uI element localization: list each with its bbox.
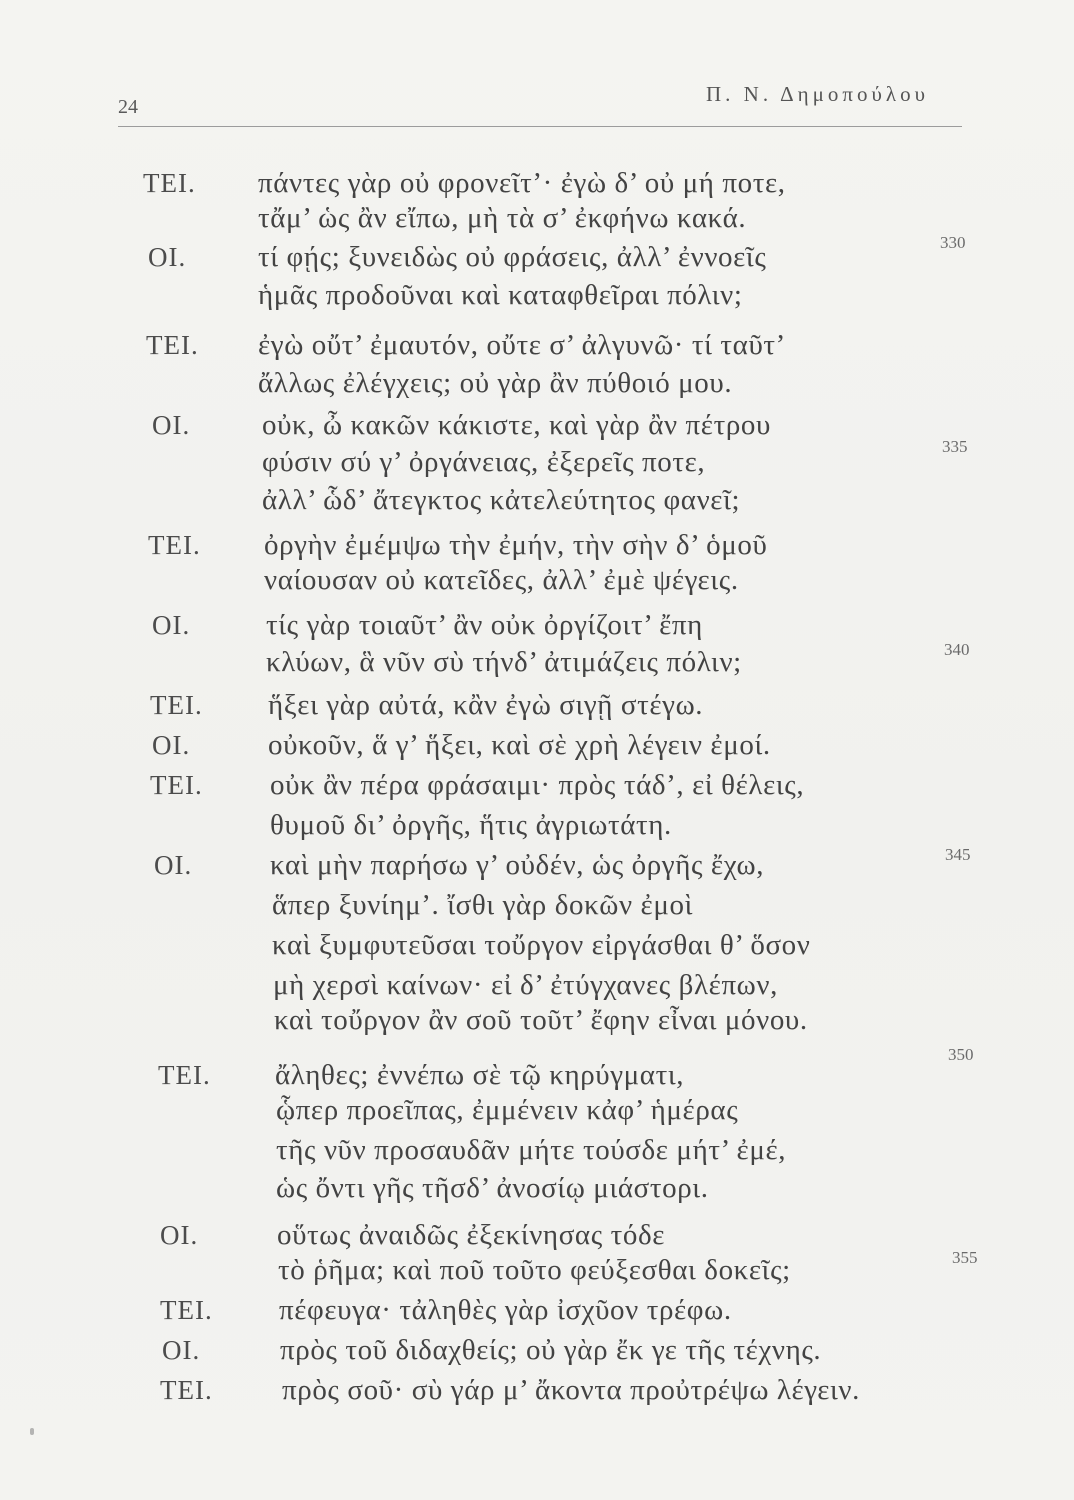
verse-text: ναίουσαν οὐ κατεῖδες, ἀλλ’ ἐμὲ ψέγεις. [264, 564, 739, 596]
verse-text: ἐγὼ οὔτ’ ἐμαυτόν, οὔτε σ’ ἀλγυνῶ· τί ταῦτ’ [258, 329, 786, 361]
verse-text: ἄλλως ἐλέγχεις; οὐ γὰρ ἂν πύθοιό μου. [258, 367, 733, 399]
verse-text: καὶ τοὔργον ἂν σοῦ τοῦτ’ ἔφην εἶναι μόνου. [274, 1004, 808, 1036]
header-rule [118, 126, 962, 127]
verse-line [0, 927, 1074, 963]
verse-text: θυμοῦ δι’ ὀργῆς, ἥτις ἀγριωτάτη. [270, 809, 672, 841]
verse-text: ὡς ὄντι γῆς τῆσδ’ ἀνοσίῳ μιάστορι. [276, 1172, 709, 1204]
verse-text: οὕτως ἀναιδῶς ἐξεκίνησας τόδε [277, 1219, 666, 1251]
verse-line [0, 562, 1074, 598]
verse-line [0, 277, 1074, 313]
speaker-label: ΤΕΙ. [146, 330, 199, 360]
verse-text: μὴ χερσὶ καίνων· εἰ δ’ ἐτύγχανες βλέπων, [273, 969, 778, 1001]
verse-text: τῆς νῦν προσαυδᾶν μήτε τούσδε μήτ’ ἐμέ, [276, 1134, 787, 1166]
verse-line [0, 767, 1074, 803]
speaker-label: ΟΙ. [152, 410, 191, 440]
verse-line [0, 482, 1074, 518]
verse-text: πέφευγα· τἀληθὲς γὰρ ἰσχῦον τρέφω. [279, 1294, 732, 1326]
line-number: 335 [942, 437, 968, 456]
verse-line [0, 327, 1074, 363]
verse-text: πάντες γὰρ οὐ φρονεῖτ’· ἐγὼ δ’ οὐ μή ποτε, [258, 167, 786, 199]
verse-line [0, 437, 1074, 480]
verse-line [0, 687, 1074, 723]
speaker-label: ΟΙ. [148, 242, 187, 272]
verse-text: τί φῄς; ξυνειδὼς οὐ φράσεις, ἀλλ’ ἐννοεῖς [258, 241, 767, 273]
verse-text: ᾧπερ προεῖπας, ἐμμένειν κἀφ’ ἡμέρας [276, 1094, 739, 1126]
verse-text: τίς γὰρ τοιαῦτ’ ἂν οὐκ ὀργίζοιτ’ ἔπη [266, 609, 703, 641]
verse-line [0, 527, 1074, 563]
verse-text: κλύων, ἃ νῦν σὺ τήνδ’ ἀτιμάζεις πόλιν; [266, 646, 742, 678]
speaker-label: ΤΕΙ. [158, 1060, 211, 1090]
speaker-label: ΤΕΙ. [150, 770, 203, 800]
speaker-label: ΟΙ. [154, 850, 193, 880]
verse-line [0, 967, 1074, 1003]
verse-text: καὶ μὴν παρήσω γ’ οὐδέν, ὡς ὀργῆς ἔχω, [270, 849, 765, 881]
verse-text: ἅπερ ξυνίημ’. ἴσθι γὰρ δοκῶν ἐμοὶ [272, 889, 693, 921]
verse-line [0, 233, 1074, 275]
verse-line [0, 407, 1074, 443]
verse-text: οὐκοῦν, ἅ γ’ ἥξει, καὶ σὲ χρὴ λέγειν ἐμοί. [268, 729, 771, 761]
speaker-label: ΟΙ. [160, 1220, 199, 1250]
verse-text: ἥξει γὰρ αὐτά, κἂν ἐγὼ σιγῇ στέγω. [268, 689, 704, 721]
speaker-label: ΟΙ. [152, 610, 191, 640]
verse-line [0, 1002, 1074, 1038]
verse-line [0, 165, 1074, 201]
verse-line [0, 847, 1074, 883]
speaker-label: ΟΙ. [162, 1335, 201, 1365]
verse-text: ἡμᾶς προδοῦναι καὶ καταφθεῖραι πόλιν; [258, 279, 743, 311]
verse-line [0, 1292, 1074, 1328]
verse-line [0, 1372, 1074, 1408]
verse-line [0, 640, 1074, 680]
verse-text: οὐκ, ὦ κακῶν κάκιστε, καὶ γὰρ ἂν πέτρου [262, 409, 771, 441]
verse-text: ἀλλ’ ὧδ’ ἄτεγκτος κἀτελεύτητος φανεῖ; [262, 484, 741, 516]
verse-text: οὐκ ἂν πέρα φράσαιμι· πρὸς τάδ’, εἰ θέλεις, [270, 769, 805, 801]
verse-line [0, 1132, 1074, 1168]
line-number: 355 [952, 1248, 978, 1267]
verse-text: ἄληθες; ἐννέπω σὲ τῷ κηρύγματι, [275, 1059, 685, 1091]
speaker-label: ΤΕΙ. [148, 530, 201, 560]
line-number: 340 [944, 640, 970, 659]
verse-text: καὶ ξυμφυτεῦσαι τοὔργον εἰργάσθαι θ’ ὅσον [272, 929, 811, 961]
verse-line [0, 607, 1074, 643]
speaker-label: ΟΙ. [152, 730, 191, 760]
verse-line [0, 1332, 1074, 1368]
verse-line [0, 887, 1074, 923]
verse-line [0, 365, 1074, 401]
verse-text: πρὸς σοῦ· σὺ γάρ μ’ ἄκοντα προὐτρέψω λέγειν. [282, 1374, 860, 1406]
verse-text: ὀργὴν ἐμέμψω τὴν ἐμήν, τὴν σὴν δ’ ὁμοῦ [264, 529, 768, 561]
scan-speck [30, 1428, 34, 1435]
verse-line [0, 1092, 1074, 1128]
verse-line [0, 727, 1074, 763]
verse-line [0, 807, 1074, 843]
verse-text: φύσιν σύ γ’ ὀργάνειας, ἐξερεῖς ποτε, [262, 446, 706, 478]
verse-text: τἄμ’ ὡς ἂν εἴπω, μὴ τὰ σ’ ἐκφήνω κακά. [258, 202, 747, 234]
page-number: 24 [118, 96, 138, 118]
running-header: Π. Ν. Δημοπούλου [706, 82, 929, 106]
speaker-label: ΤΕΙ. [160, 1375, 213, 1405]
speaker-label: ΤΕΙ. [150, 690, 203, 720]
verse-line [0, 1045, 1074, 1093]
verse-line [0, 1217, 1074, 1253]
verse-text: τὸ ῥῆμα; καὶ ποῦ τοῦτο φεύξεσθαι δοκεῖς; [278, 1254, 791, 1286]
line-number: 330 [940, 233, 966, 252]
line-number: 345 [945, 845, 971, 864]
speaker-label: ΤΕΙ. [160, 1295, 213, 1325]
verse-line [0, 1170, 1074, 1206]
line-number: 350 [948, 1045, 974, 1064]
verse-line [0, 1248, 1074, 1288]
verse-line [0, 200, 1074, 236]
verse-text: πρὸς τοῦ διδαχθείς; οὐ γὰρ ἔκ γε τῆς τέχνης. [280, 1334, 822, 1366]
speaker-label: ΤΕΙ. [143, 168, 196, 198]
